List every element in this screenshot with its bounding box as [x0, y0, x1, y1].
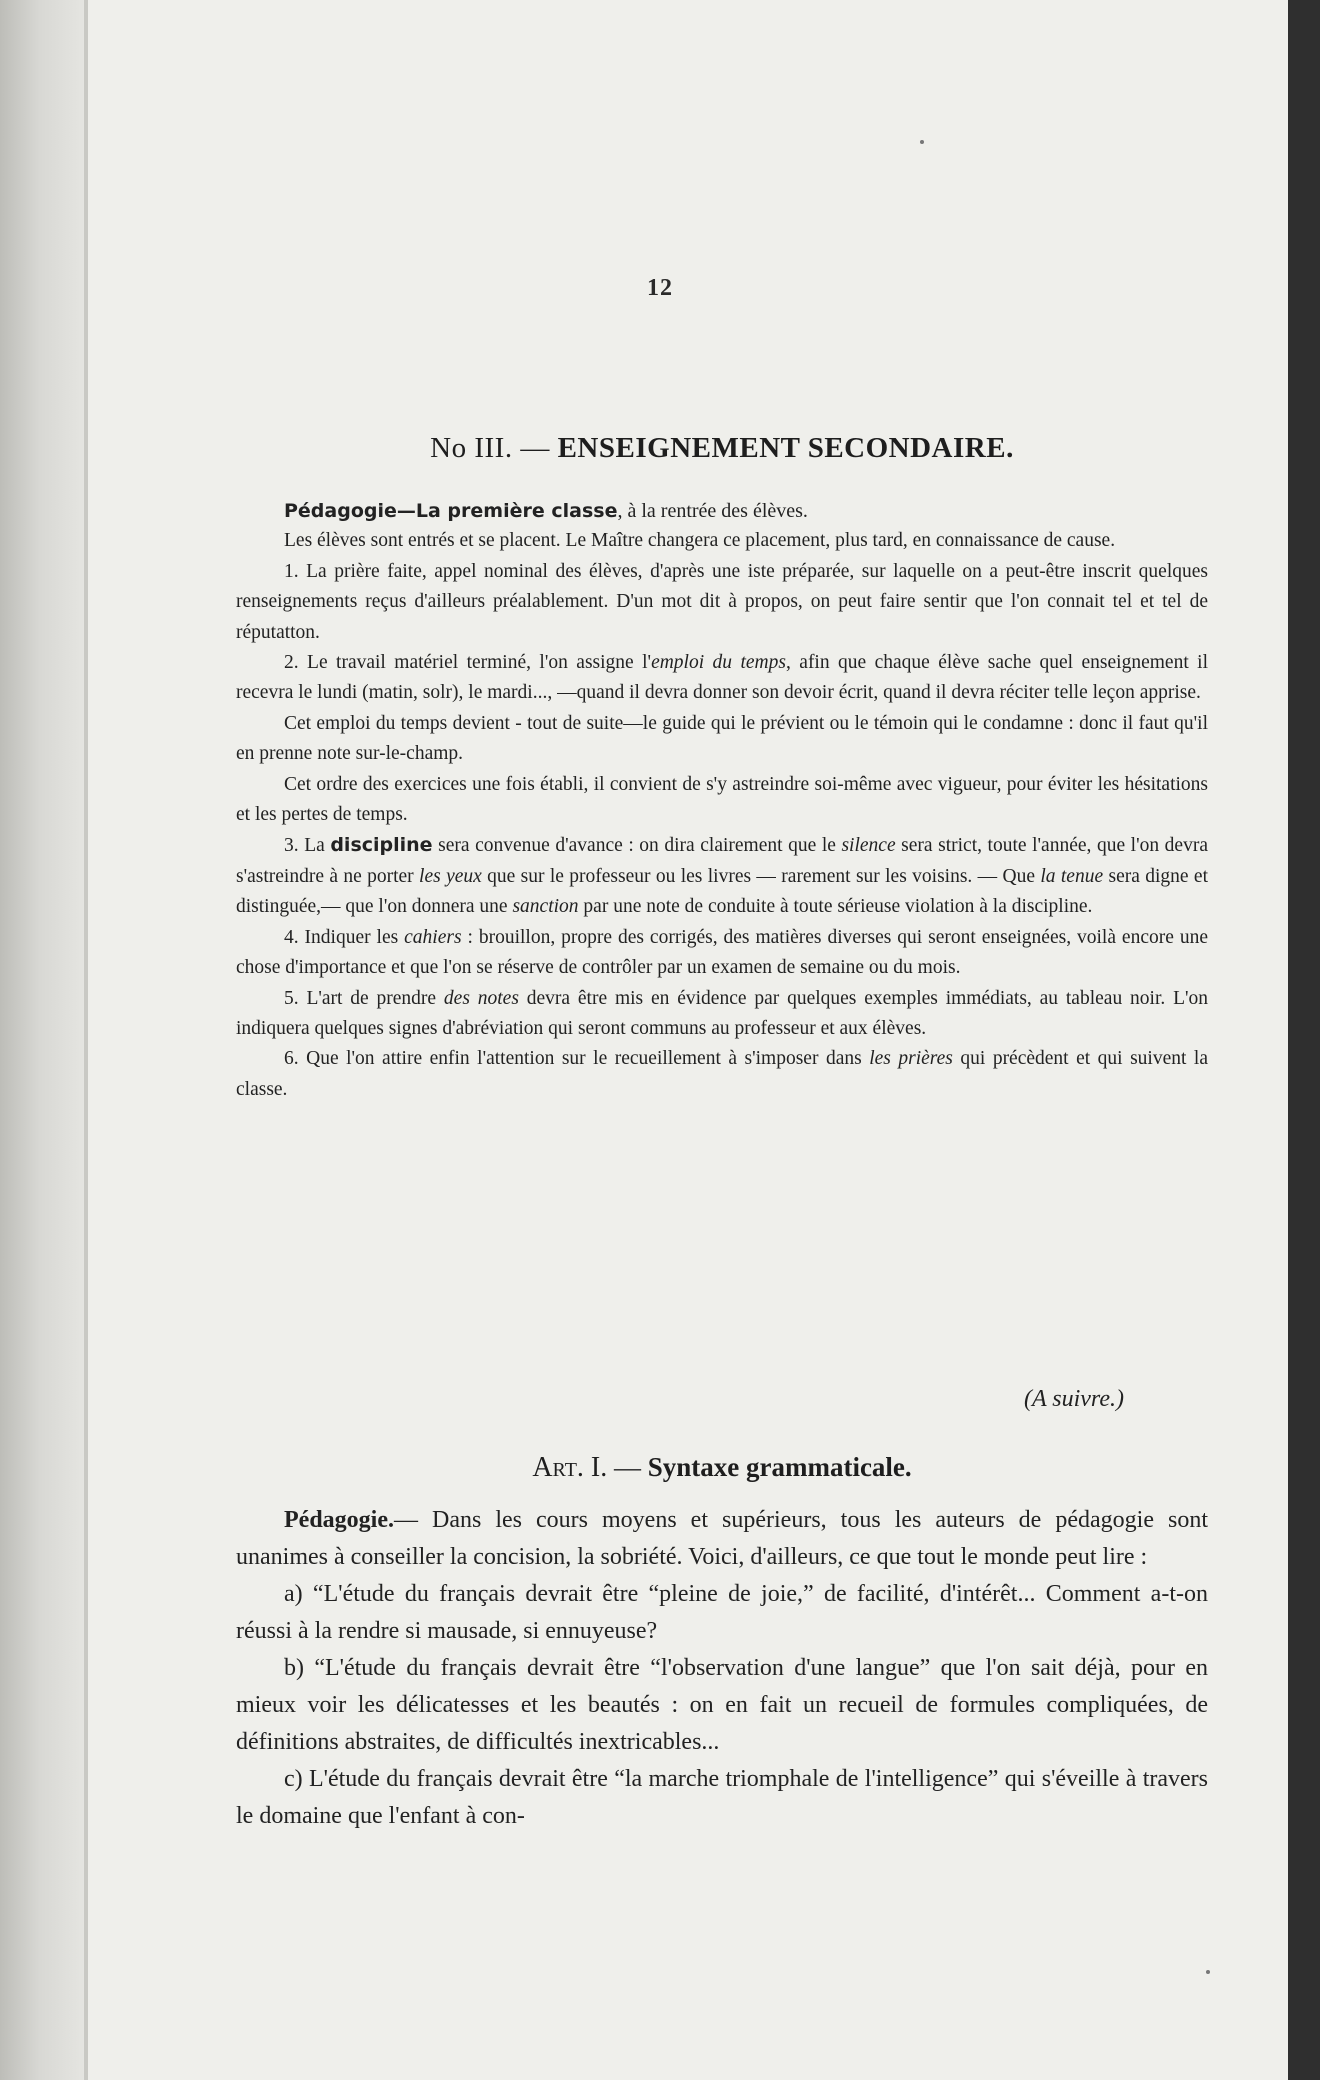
text-run: 4. Indiquer les	[284, 926, 405, 948]
page-gutter-shadow	[0, 0, 88, 2080]
keyword: discipline	[330, 834, 433, 857]
text-run: 2. Le travail matériel terminé, l'on assigne l'	[284, 652, 652, 674]
paragraph	[236, 1502, 1208, 1576]
text-run: — Dans les cours moyens et supérieurs, tous les auteurs de pédagogie sont unanimes à conseiller la concision, la sobriété. Voici, d'ailleurs, ce que tout le monde peut lire :	[236, 1507, 1208, 1570]
paragraph: b) “L'étude du français devrait être “l'observation d'une langue” que l'on sait déjà, pour en mieux voir les délicatesses et les beautés : on en fait un recueil de formules compliquées, de définitions abstraites, de difficultés inextricables...	[236, 1655, 1208, 1755]
text-run: 3. La	[284, 835, 331, 857]
emphasis: sanction	[512, 896, 579, 918]
text-run: 6. Que l'on attire enfin l'attention sur le recueillement à s'imposer dans	[284, 1048, 870, 1070]
emphasis: cahiers	[404, 926, 462, 948]
pedagogy-label: Pédagogie—La première classe	[284, 500, 618, 522]
paragraph	[236, 830, 1208, 922]
pedagogy-first-class-block	[236, 496, 1208, 1105]
emphasis: des notes	[443, 987, 519, 1009]
emphasis: les prières	[869, 1048, 953, 1070]
speck	[1206, 1970, 1210, 1974]
text-run: sera digne et distinguée,— que l'on donnera une	[236, 865, 1208, 918]
paragraph	[236, 1044, 1208, 1105]
speck	[920, 140, 924, 144]
section-title: ENSEIGNEMENT SECONDAIRE.	[557, 432, 1014, 464]
paragraph: c) L'étude du français devrait être “la marche triomphale de l'intelligence” qui s'éveille à travers le domaine que l'enfant à con-	[236, 1766, 1208, 1829]
paragraph: Cet ordre des exercices une fois établi, il convient de s'y astreindre soi-même avec vigueur, pour éviter les hésitations et les pertes de temps.	[236, 773, 1208, 826]
page-right-border	[1288, 0, 1320, 2080]
to-be-continued: (A suivre.)	[1024, 1386, 1124, 1412]
paragraph	[236, 648, 1208, 709]
text-run: 5. L'art de prendre	[284, 987, 444, 1009]
article-title: Syntaxe grammaticale.	[647, 1452, 912, 1482]
pedagogy-intro-text: , à la rentrée des élèves.	[617, 500, 808, 522]
text-run: sera strict, toute l'année, que l'on devra s'astreindre à ne porter	[236, 835, 1208, 887]
text-run: qui précèdent et qui suivent la classe.	[236, 1048, 1208, 1100]
text-run: sera convenue d'avance : on dira clairement que le	[432, 835, 842, 857]
paragraph	[236, 984, 1208, 1045]
emphasis: les yeux	[419, 865, 482, 887]
paragraph	[236, 923, 1208, 984]
emphasis: la tenue	[1040, 865, 1104, 887]
pedagogy-intro	[236, 496, 1208, 526]
section-number: No III.	[430, 432, 513, 464]
paragraph: a) “L'étude du français devrait être “pleine de joie,” de facilité, d'intérêt... Comment a-t-on réussi à la rendre si mausade, si ennuyeuse?	[236, 1581, 1208, 1644]
section-heading	[236, 432, 1208, 465]
emphasis: silence	[841, 835, 896, 857]
article-heading	[236, 1452, 1208, 1484]
syntax-pedagogy-block	[236, 1502, 1208, 1835]
emphasis: emploi du temps	[651, 652, 786, 674]
paragraph: 1. La prière faite, appel nominal des élèves, d'après une iste préparée, sur laquelle on a peut-être inscrit quelques renseignements reçus d'ailleurs préalablement. D'un mot dit à propos, on peut faire sentir que l'on connait tel et tel de réputatton.	[236, 560, 1208, 643]
article-number: Art. I.	[532, 1452, 608, 1483]
article-dash: —	[607, 1452, 648, 1482]
section-dash: —	[512, 432, 558, 464]
page-number: 12	[647, 275, 673, 301]
text-run: devra être mis en évidence par quelques exemples immédiats, au tableau noir. L'on indiquera quelques signes d'abréviation qui seront communs au professeur et aux élèves.	[236, 987, 1208, 1039]
text-run: que sur le professeur ou les livres — rarement sur les voisins. — Que	[481, 865, 1041, 887]
pedagogy-label: Pédagogie.	[284, 1507, 394, 1533]
paragraph: Cet emploi du temps devient - tout de suite—le guide qui le prévient ou le témoin qui le condamne : donc il faut qu'il en prenne note sur-le-champ.	[236, 712, 1208, 765]
text-run: par une note de conduite à toute sérieuse violation à la discipline.	[578, 896, 1093, 918]
text-run: , afin que chaque élève sache quel enseignement il recevra le lundi (matin, solr), le mardi..., —quand il devra donner son devoir écrit, quand il devra réciter telle leçon apprise.	[236, 652, 1208, 704]
text-run: : brouillon, propre des corrigés, des matières diverses qui seront enseignées, voilà encore une chose d'importance et que l'on se réserve de contrôler par un examen de semaine ou du mois.	[236, 926, 1208, 979]
paragraph: Les élèves sont entrés et se placent. Le Maître changera ce placement, plus tard, en connaissance de cause.	[284, 530, 1116, 552]
